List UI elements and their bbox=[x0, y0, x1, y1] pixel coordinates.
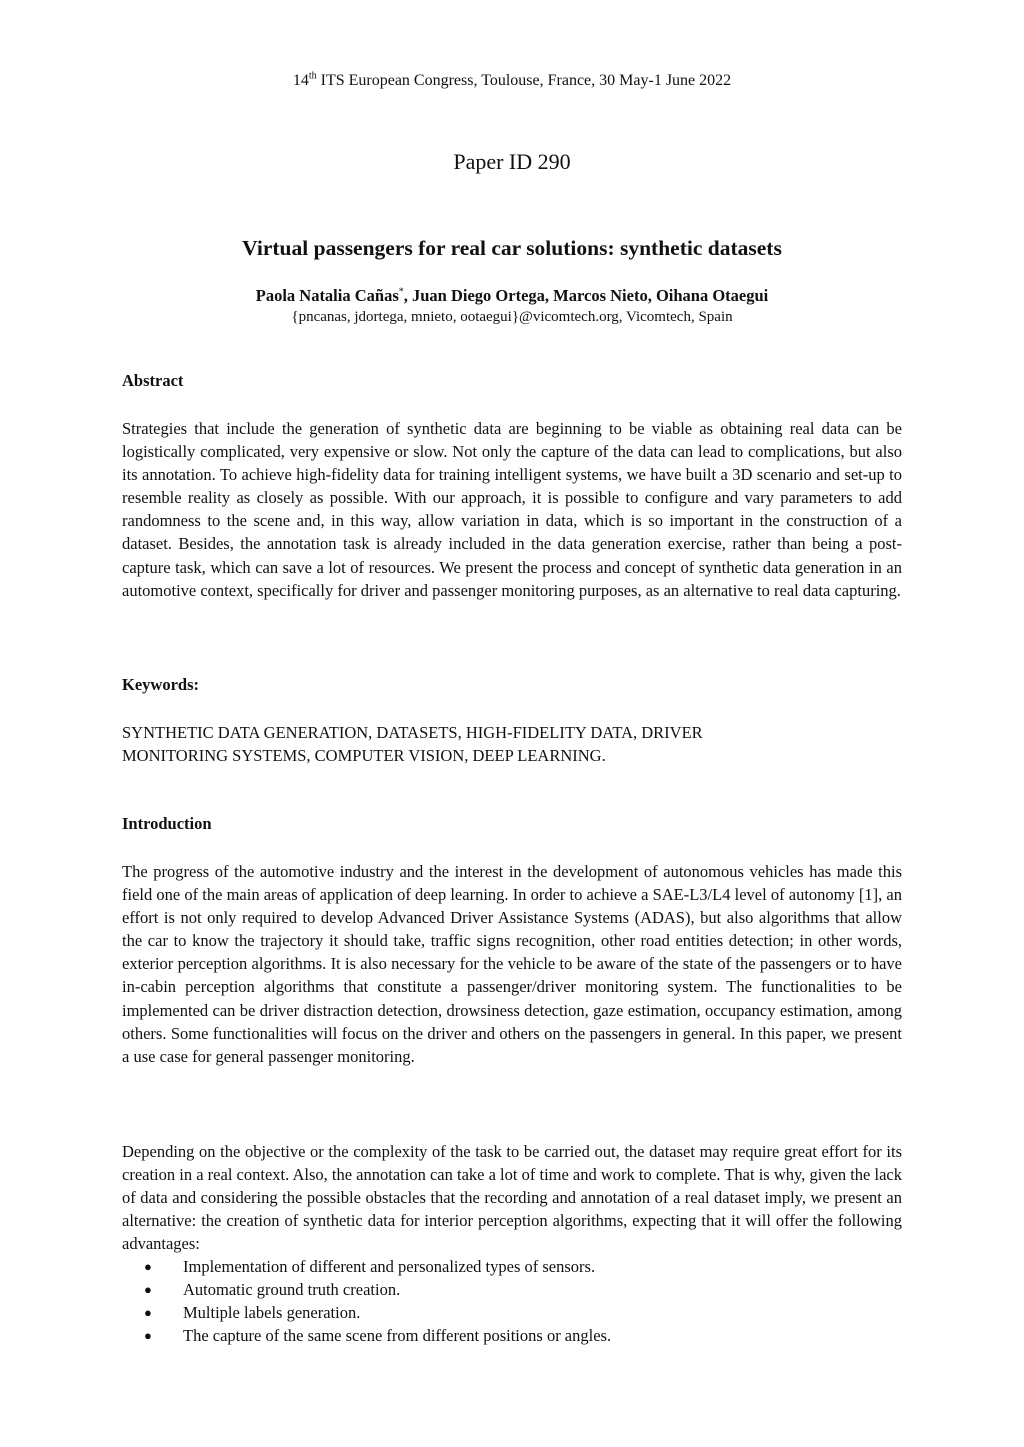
introduction-paragraph-2: Depending on the objective or the complexity of the task to be carried out, the dataset may require great effort for its creation in a real context. Also, the annotation can take a lot of time and work to complete. That is why, given the lack of data and considering the possible obstacles that the recording and annotation of a real dataset imply, we present an alternative: the creation of synthetic data for interior perception algorithms, expecting that it will offer the following advantages: bbox=[122, 1142, 902, 1254]
bullet-icon: ● bbox=[144, 1305, 152, 1321]
list-item bbox=[122, 1278, 902, 1301]
advantages-list bbox=[122, 1255, 902, 1347]
keywords-heading: Keywords: bbox=[122, 675, 199, 694]
bullet-icon: ● bbox=[144, 1259, 152, 1274]
list-item-text: Automatic ground truth creation. bbox=[183, 1280, 401, 1300]
keywords-line-1: SYNTHETIC DATA GENERATION, DATASETS, HIGH-FIDELITY DATA, DRIVER bbox=[122, 723, 703, 742]
bullet-icon: ● bbox=[144, 1328, 152, 1344]
introduction-heading: Introduction bbox=[122, 814, 212, 833]
abstract-text: Strategies that include the generation of synthetic data are beginning to be viable as obtaining real data can be logistically complicated, very expensive or slow. Not only the capture of the data can lead to complications, but also its annotation. To achieve high-fidelity data for training intelligent systems, we have built a 3D scenario and set-up to resemble reality as closely as possible. With our approach, it is possible to configure and vary parameters to add randomness to the scene and, in this way, allow variation in data, which is so important in the construction of a dataset. Besides, the annotation task is already included in the data generation exercise, rather than being a post-capture task, which can save a lot of resources. We present the process and concept of synthetic data generation in an automotive context, specifically for driver and passenger monitoring purposes, as an alternative to real data capturing. bbox=[122, 419, 902, 600]
conference-header bbox=[0, 72, 1024, 90]
corresponding-author-mark: * bbox=[398, 286, 404, 298]
keywords-line-2: MONITORING SYSTEMS, COMPUTER VISION, DEEP LEARNING. bbox=[122, 746, 606, 766]
conference-details: ITS European Congress, Toulouse, France, 30 May-1 June 2022 bbox=[316, 72, 732, 89]
conference-ordinal: th bbox=[308, 70, 317, 82]
list-item-text: The capture of the same scene from different positions or angles. bbox=[183, 1326, 612, 1346]
introduction-paragraph-1: The progress of the automotive industry and the interest in the development of autonomous vehicles has made this field one of the main areas of application of deep learning. In order to achieve a SAE-L3/L4 level of autonomy [1], an effort is not only required to develop Advanced Driver Assistance Systems (ADAS), but also algorithms that allow the car to know the trajectory it should take, traffic signs recognition, other road entities detection; in other words, exterior perception algorithms. It is also necessary for the vehicle to be aware of the state of the passengers or to have in-cabin perception algorithms that constitute a passenger/driver monitoring system. The functionalities to be implemented can be driver distraction detection, drowsiness detection, gaze estimation, occupancy estimation, among others. Some functionalities will focus on the driver and others on the passengers in general. In this paper, we present a use case for general passenger monitoring. bbox=[122, 862, 902, 1066]
paper-title: Virtual passengers for real car solutions: synthetic datasets bbox=[242, 236, 782, 260]
author-list bbox=[0, 286, 1024, 306]
list-item-text: Implementation of different and personalized types of sensors. bbox=[183, 1257, 596, 1276]
conference-number: 14 bbox=[292, 72, 309, 89]
list-item bbox=[122, 1324, 902, 1347]
abstract-heading: Abstract bbox=[122, 371, 184, 390]
author-affiliation: {pncanas, jdortega, mnieto, ootaegui}@vicomtech.org, Vicomtech, Spain bbox=[291, 309, 733, 325]
list-item bbox=[122, 1301, 902, 1324]
bullet-icon: ● bbox=[144, 1282, 152, 1298]
keywords-text bbox=[122, 721, 902, 767]
first-author: Paola Natalia Cañas bbox=[255, 286, 399, 305]
paper-id: Paper ID 290 bbox=[453, 149, 571, 174]
list-item-text: Multiple labels generation. bbox=[183, 1303, 361, 1323]
list-item bbox=[122, 1255, 902, 1278]
other-authors: , Juan Diego Ortega, Marcos Nieto, Oihana Otaegui bbox=[403, 286, 769, 305]
